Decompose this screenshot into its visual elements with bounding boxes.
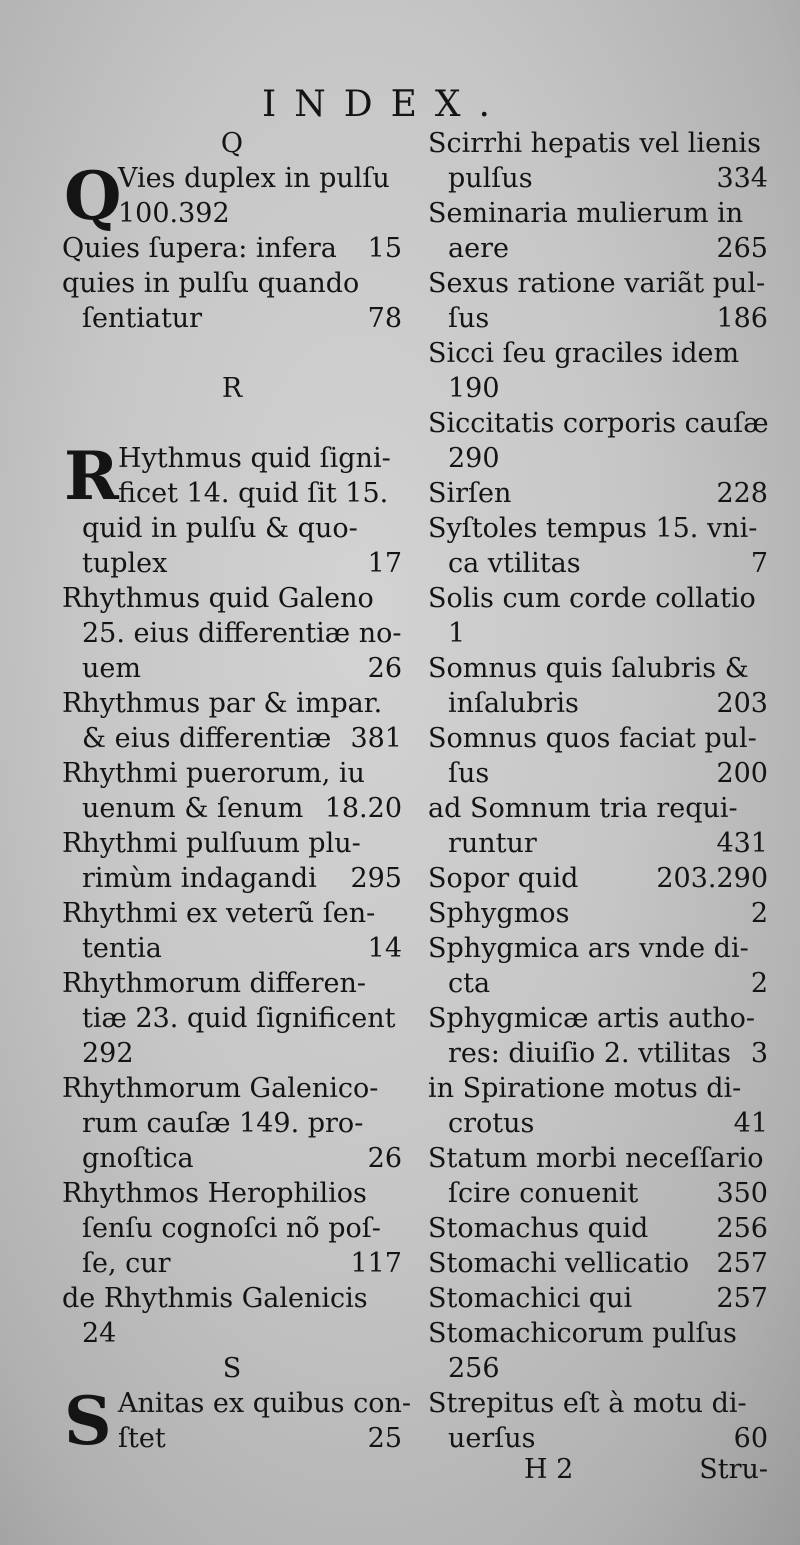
entry-text: Vies duplex in pulſu <box>118 163 390 194</box>
entry-text: ad Somnum tria requi- <box>428 793 738 824</box>
index-line <box>428 161 768 196</box>
index-line <box>428 1211 768 1246</box>
index-line <box>428 616 768 651</box>
index-line <box>428 1281 768 1316</box>
page-ref <box>760 1351 768 1386</box>
drop-cap: S <box>64 1382 112 1460</box>
index-line <box>428 861 768 896</box>
page-ref: 15 <box>367 233 402 264</box>
page-ref: 257 <box>716 1283 768 1314</box>
page-ref <box>760 511 768 546</box>
index-line <box>62 1421 402 1456</box>
entry-text: Sicci ſeu graciles idem <box>428 338 740 369</box>
index-line <box>428 1001 768 1036</box>
page-ref <box>394 896 402 931</box>
entry-text: uem <box>82 653 141 684</box>
index-line <box>62 1176 402 1211</box>
entry-text: Sopor quid <box>428 863 579 894</box>
page-ref <box>761 126 769 161</box>
index-line <box>62 1071 402 1106</box>
entry-text: ſentiatur <box>82 303 203 334</box>
page-ref <box>394 1211 402 1246</box>
page-ref <box>760 1071 768 1106</box>
index-line <box>62 826 402 861</box>
page-ref <box>395 1001 403 1036</box>
index-column-left <box>62 126 412 1460</box>
index-line <box>428 546 768 581</box>
entry-text: Rhythmorum differen- <box>62 968 367 999</box>
page-ref: 60 <box>733 1423 768 1454</box>
page-ref: 25 <box>367 1423 402 1454</box>
index-line <box>428 581 768 616</box>
index-line <box>62 1141 402 1176</box>
index-line <box>62 896 402 931</box>
page-ref: 200 <box>716 758 768 789</box>
index-line <box>62 966 402 1001</box>
entry-text: ficet 14. quid ſit 15. <box>118 478 389 509</box>
page-ref <box>394 266 402 301</box>
entry-text: quid in pulſu & quo- <box>82 513 358 544</box>
index-line <box>428 196 768 231</box>
page-ref <box>765 266 773 301</box>
page-ref <box>760 441 768 476</box>
index-line <box>428 476 768 511</box>
page-ref <box>760 196 768 231</box>
entry-text: Seminaria mulierum in <box>428 198 744 229</box>
page-ref: 350 <box>716 1178 768 1209</box>
page-ref: 14 <box>367 933 402 964</box>
page-ref <box>760 371 768 406</box>
index-line <box>62 1106 402 1141</box>
page-ref <box>394 1036 402 1071</box>
page-ref: 17 <box>367 548 402 579</box>
page-ref <box>760 581 768 616</box>
page-ref <box>760 791 768 826</box>
index-line <box>62 791 402 826</box>
index-line <box>428 126 768 161</box>
page-ref <box>394 1176 402 1211</box>
entry-text: Somnus quos faciat pul- <box>428 723 757 754</box>
entry-text: 100.392 <box>118 198 230 229</box>
index-line <box>428 1386 768 1421</box>
index-line <box>62 1211 402 1246</box>
entry-text: rum cauſæ 149. pro- <box>82 1108 364 1139</box>
entry-text: ſe, cur <box>82 1248 171 1279</box>
index-line <box>62 756 402 791</box>
index-entry-with-initial <box>62 1382 412 1460</box>
index-line <box>428 511 768 546</box>
index-entry-with-initial <box>62 157 402 235</box>
entry-text: pulſus <box>448 163 533 194</box>
entry-text: Rhythmorum Galenico- <box>62 1073 379 1104</box>
page-ref <box>394 756 402 791</box>
index-line <box>62 266 402 301</box>
entry-text: Sphygmos <box>428 898 570 929</box>
entry-text: Stomachus quid <box>428 1213 649 1244</box>
entry-text: crotus <box>448 1108 535 1139</box>
page-ref <box>760 721 768 756</box>
index-line <box>62 301 402 336</box>
entry-text: Strepitus eſt à motu di- <box>428 1388 747 1419</box>
index-line <box>428 1141 768 1176</box>
page-ref <box>402 616 410 651</box>
page-footer <box>510 1454 768 1485</box>
index-line <box>62 721 402 756</box>
signature-mark: H 2 <box>524 1454 574 1485</box>
drop-cap: Q <box>64 157 122 235</box>
page-ref <box>760 1001 768 1036</box>
page-ref <box>760 1316 768 1351</box>
page-ref: 295 <box>350 863 402 894</box>
index-line <box>62 1001 402 1036</box>
entry-text: de Rhythmis Galenicis <box>62 1283 368 1314</box>
page-ref <box>394 581 402 616</box>
blank-line <box>62 406 402 441</box>
entry-text: Solis cum corde collatio <box>428 583 756 614</box>
entry-text: Statum morbi neceſſario <box>428 1143 764 1174</box>
index-line <box>428 266 768 301</box>
entry-text: Sexus ratione variãt pul- <box>428 268 766 299</box>
page-ref <box>760 1386 768 1421</box>
page-ref: 26 <box>367 653 402 684</box>
index-line <box>428 826 768 861</box>
page-ref: 7 <box>750 548 768 579</box>
index-line <box>428 1246 768 1281</box>
page-ref: 26 <box>367 1143 402 1174</box>
page-ref: 3 <box>750 1038 768 1069</box>
entry-text: ſus <box>448 758 490 789</box>
entry-text: Stomachi vellicatio <box>428 1248 690 1279</box>
page-ref: 256 <box>716 1213 768 1244</box>
entry-text: Rhythmi pulſuum plu- <box>62 828 361 859</box>
page-ref: 381 <box>350 723 402 754</box>
index-line <box>428 1176 768 1211</box>
entry-text: rimùm indagandi <box>82 863 317 894</box>
entry-text: 292 <box>82 1038 134 1069</box>
page-ref <box>394 196 402 231</box>
index-line <box>428 301 768 336</box>
page-ref <box>394 966 402 1001</box>
entry-text: in Spiratione motus di- <box>428 1073 742 1104</box>
entry-text: res: diuiſio 2. vtilitas <box>448 1038 731 1069</box>
index-line <box>62 861 402 896</box>
index-line <box>428 966 768 1001</box>
page-ref <box>394 1316 402 1351</box>
page-ref: 41 <box>733 1108 768 1139</box>
page-ref: 2 <box>750 898 768 929</box>
page-ref: 18.20 <box>324 793 402 824</box>
entry-text: Sirſen <box>428 478 512 509</box>
section-letter: S <box>222 1353 242 1384</box>
entry-text: Stomachicorum pulſus <box>428 1318 737 1349</box>
index-line <box>428 371 768 406</box>
page-ref: 228 <box>716 478 768 509</box>
entry-text: 290 <box>448 443 500 474</box>
entry-text: Somnus quis ſalubris & <box>428 653 749 684</box>
index-line <box>428 441 768 476</box>
running-title: INDEX. <box>262 84 508 125</box>
page-ref <box>394 441 402 476</box>
entry-text: tiæ 23. quid ſignificent <box>82 1003 396 1034</box>
index-line <box>62 1281 402 1316</box>
index-column-right <box>428 126 768 1456</box>
index-entry-with-initial <box>62 437 402 515</box>
entry-text: Rhythmi puerorum, iu <box>62 758 365 789</box>
page-ref <box>394 476 402 511</box>
page-ref <box>760 616 768 651</box>
page-ref <box>763 1141 771 1176</box>
index-line <box>428 931 768 966</box>
page-ref <box>760 336 768 371</box>
index-line <box>428 791 768 826</box>
page-ref <box>760 931 768 966</box>
entry-text: Hythmus quid ſigni- <box>118 443 391 474</box>
entry-text: ſus <box>448 303 490 334</box>
index-line <box>62 1386 412 1421</box>
entry-text: 24 <box>82 1318 117 1349</box>
page-ref: 186 <box>716 303 768 334</box>
entry-text: ſtet <box>118 1423 166 1454</box>
index-line <box>428 1036 768 1071</box>
section-letter: R <box>221 373 243 404</box>
drop-cap: R <box>64 437 119 515</box>
index-line <box>62 546 402 581</box>
entry-text: Scirrhi hepatis vel lienis <box>428 128 761 159</box>
index-line <box>428 651 768 686</box>
entry-text: Syſtoles tempus 15. vni- <box>428 513 758 544</box>
entry-text: 190 <box>448 373 500 404</box>
entry-text: ſenſu cognoſci nõ poſ- <box>82 1213 381 1244</box>
entry-text: Rhythmi ex veterũ ſen- <box>62 898 376 929</box>
page-ref <box>394 511 402 546</box>
entry-text: inſalubris <box>448 688 579 719</box>
page-ref <box>769 406 777 441</box>
entry-text: 25. eius differentiæ no- <box>82 618 402 649</box>
page-ref: 203.290 <box>656 863 768 894</box>
page-ref <box>394 686 402 721</box>
entry-text: Anitas ex quibus con- <box>118 1388 412 1419</box>
entry-text: Rhythmus quid Galeno <box>62 583 374 614</box>
entry-text: tuplex <box>82 548 168 579</box>
page-ref: 2 <box>750 968 768 999</box>
index-line <box>428 756 768 791</box>
entry-text: aere <box>448 233 509 264</box>
index-line <box>62 651 402 686</box>
entry-text: 256 <box>448 1353 500 1384</box>
index-line <box>428 721 768 756</box>
page-ref <box>760 651 768 686</box>
entry-text: Siccitatis corporis cauſæ <box>428 408 769 439</box>
index-line <box>428 686 768 721</box>
index-line <box>428 1106 768 1141</box>
entry-text: Stomachici qui <box>428 1283 633 1314</box>
entry-text: & eius differentiæ <box>82 723 332 754</box>
page-ref: 431 <box>716 828 768 859</box>
index-line <box>62 1316 402 1351</box>
index-line <box>428 231 768 266</box>
page-ref <box>394 161 402 196</box>
page-ref: 203 <box>716 688 768 719</box>
catchword: Stru- <box>699 1454 768 1485</box>
index-line <box>428 1071 768 1106</box>
section-letter: Q <box>220 128 244 159</box>
entry-text: 1 <box>448 618 466 649</box>
index-line <box>428 1316 768 1351</box>
entry-text: Rhythmos Herophilios <box>62 1178 367 1209</box>
page-ref: 117 <box>350 1248 402 1279</box>
entry-text: Quies ſupera: infera <box>62 233 337 264</box>
page-ref <box>394 826 402 861</box>
page-ref <box>394 1281 402 1316</box>
index-line <box>62 931 402 966</box>
page-ref: 334 <box>716 163 768 194</box>
index-line <box>62 1036 402 1071</box>
entry-text: Sphygmicæ artis autho- <box>428 1003 756 1034</box>
page-ref <box>394 1071 402 1106</box>
entry-text: uenum & ſenum <box>82 793 304 824</box>
index-line <box>62 581 402 616</box>
entry-text: cta <box>448 968 491 999</box>
page-ref <box>411 1386 419 1421</box>
entry-text: uerſus <box>448 1423 536 1454</box>
index-line <box>428 406 768 441</box>
index-line <box>62 686 402 721</box>
index-line <box>428 1351 768 1386</box>
page-ref: 78 <box>367 303 402 334</box>
entry-text: Sphygmica ars vnde di- <box>428 933 749 964</box>
entry-text: tentia <box>82 933 162 964</box>
entry-text: gnoſtica <box>82 1143 194 1174</box>
entry-text: quies in pulſu quando <box>62 268 360 299</box>
index-line <box>428 896 768 931</box>
entry-text: runtur <box>448 828 537 859</box>
index-line <box>62 511 402 546</box>
entry-text: Rhythmus par & impar. <box>62 688 383 719</box>
blank-line <box>62 336 402 371</box>
index-line <box>62 1246 402 1281</box>
page-ref: 257 <box>716 1248 768 1279</box>
entry-text: ſcire conuenit <box>448 1178 639 1209</box>
index-line <box>428 1421 768 1456</box>
entry-text: ca vtilitas <box>448 548 581 579</box>
index-line <box>62 616 402 651</box>
index-line <box>428 336 768 371</box>
page-ref <box>394 1106 402 1141</box>
page-ref: 265 <box>716 233 768 264</box>
index-line <box>62 231 402 266</box>
